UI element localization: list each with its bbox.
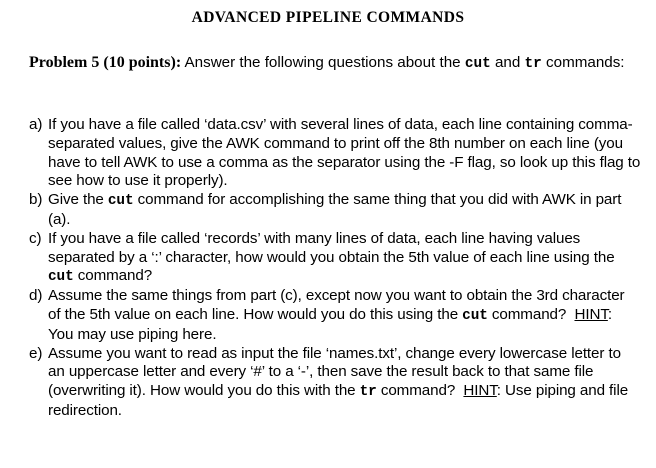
question-text-d-3: : You may use piping here. (48, 305, 612, 343)
question-marker-a: a) (29, 116, 43, 133)
question-marker-c: c) (29, 229, 42, 247)
question-item-d (29, 287, 641, 344)
tr-command-label: tr (524, 56, 542, 72)
question-marker-e: e) (29, 344, 43, 362)
question-text-b-2: command for accomplishing the same thing that you did with AWK in part (a). (48, 191, 622, 228)
question-d-command: cut (462, 307, 488, 324)
question-marker-d: d) (29, 287, 43, 305)
problem-statement (29, 53, 629, 74)
question-text-d-2: command? (487, 305, 575, 323)
question-text-c-1: If you have a file called ‘records’ with many lines of data, each line having values separated by a ‘:’ character, how would you obtain the 5th value of each line using the (48, 229, 615, 266)
question-marker-b: b) (29, 191, 43, 209)
document-title: ADVANCED PIPELINE COMMANDS (191, 9, 465, 26)
question-text-d-1: Assume the same things from part (c), except now you want to obtain the 3rd character of the 5th value on each line. How would you do this using the (48, 287, 625, 323)
question-e-hint: HINT (463, 382, 497, 400)
question-item-c (29, 230, 641, 287)
question-d-hint: HINT (574, 305, 608, 323)
problem-heading: Problem 5 (10 points): (29, 54, 182, 71)
question-text-e-3: : Use piping and file redirection. (48, 382, 629, 419)
question-c-command: cut (48, 269, 74, 286)
question-text-e-2: command? (376, 382, 464, 400)
question-text-c-2: command? (73, 267, 153, 285)
question-text-b-1: Give the (48, 191, 108, 209)
question-item-b (29, 191, 641, 230)
problem-intro-text-2: and (490, 54, 525, 71)
question-b-command: cut (107, 193, 134, 210)
question-e-command: tr (359, 384, 377, 401)
question-item-e (29, 345, 641, 421)
question-list (29, 116, 641, 421)
question-text-a: If you have a file called ‘data.csv’ with several lines of data, each line containing comma-separated values, give the AWK command to print off the 8th number on each line (you have to tell AWK to use a comma as the separator using the -F flag, so look up this flag to see how to use it properly). (48, 116, 641, 190)
question-item-a (29, 116, 641, 191)
problem-intro-text-3: commands: (541, 54, 625, 71)
question-text-e-1: Assume you want to read as input the file ‘names.txt’, change every lowercase letter to an uppercase letter and every ‘#’ to a ‘-’, then save the result back to that same file (overwriting it). How would you do this with the (48, 344, 621, 400)
cut-command-label: cut (464, 56, 491, 72)
problem-intro-text-1: Answer the following questions about the (181, 54, 465, 71)
